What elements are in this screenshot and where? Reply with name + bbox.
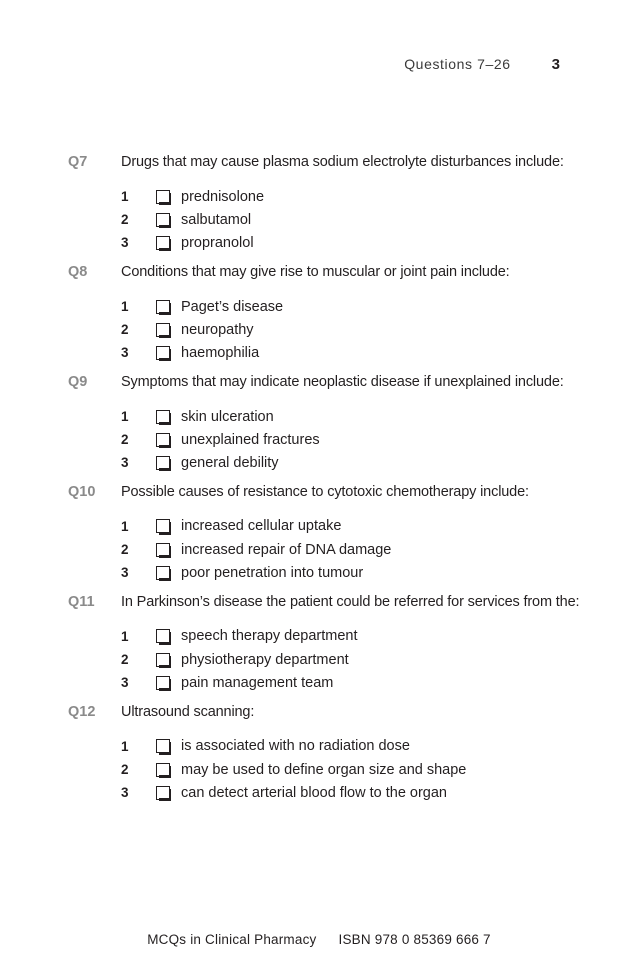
question-list xyxy=(0,154,638,814)
question-number: Q7 xyxy=(68,154,88,170)
question-item xyxy=(0,704,638,805)
option-number-cell xyxy=(0,675,156,690)
question-row xyxy=(0,154,638,177)
answer-option xyxy=(0,295,638,318)
option-text: physiotherapy department xyxy=(181,651,349,668)
question-number: Q10 xyxy=(68,483,96,500)
answer-checkbox[interactable] xyxy=(156,236,170,250)
page-header xyxy=(404,56,560,73)
option-number-cell xyxy=(0,409,156,424)
option-text: salbutamol xyxy=(181,211,252,228)
book-title: MCQs in Clinical Pharmacy xyxy=(147,932,317,947)
option-list xyxy=(0,185,638,255)
answer-checkbox[interactable] xyxy=(156,543,170,557)
option-number: 2 xyxy=(121,322,129,338)
option-number-cell xyxy=(0,235,156,250)
question-number: Q8 xyxy=(68,263,88,280)
question-item xyxy=(0,264,638,365)
option-number-cell xyxy=(0,345,156,360)
option-list xyxy=(0,515,638,585)
answer-checkbox[interactable] xyxy=(156,653,170,667)
option-text: haemophilia xyxy=(181,344,260,361)
option-list xyxy=(0,405,638,475)
option-number: 2 xyxy=(121,762,129,778)
answer-option xyxy=(0,451,638,474)
answer-checkbox[interactable] xyxy=(156,190,170,204)
answer-option xyxy=(0,561,638,584)
answer-checkbox[interactable] xyxy=(156,346,170,360)
option-number-cell xyxy=(0,542,156,557)
page-footer xyxy=(0,932,638,947)
option-number-cell xyxy=(0,785,156,800)
option-number-cell xyxy=(0,455,156,470)
answer-option xyxy=(0,538,638,561)
option-number-cell xyxy=(0,212,156,227)
answer-option xyxy=(0,515,638,538)
question-row xyxy=(0,484,638,507)
question-number: Q12 xyxy=(68,703,96,720)
answer-checkbox[interactable] xyxy=(156,213,170,227)
answer-checkbox[interactable] xyxy=(156,739,170,753)
option-number: 3 xyxy=(121,455,129,471)
option-number-cell xyxy=(0,519,156,534)
answer-checkbox[interactable] xyxy=(156,763,170,777)
question-number: Q11 xyxy=(68,593,95,610)
option-number: 1 xyxy=(121,299,129,315)
question-stem: Conditions that may give rise to muscular or joint pain include: xyxy=(121,263,510,280)
option-number: 2 xyxy=(121,652,129,668)
option-number: 2 xyxy=(121,212,129,228)
answer-checkbox[interactable] xyxy=(156,519,170,533)
option-text: can detect arterial blood flow to the organ xyxy=(181,784,447,801)
page-number: 3 xyxy=(551,56,560,73)
answer-checkbox[interactable] xyxy=(156,300,170,314)
question-row xyxy=(0,264,638,287)
option-text: Paget’s disease xyxy=(181,298,284,315)
answer-option xyxy=(0,648,638,671)
answer-checkbox[interactable] xyxy=(156,629,170,643)
answer-option xyxy=(0,341,638,364)
question-row xyxy=(0,704,638,727)
option-number-cell xyxy=(0,565,156,580)
option-number-cell xyxy=(0,322,156,337)
option-text: general debility xyxy=(181,454,279,471)
option-text: prednisolone xyxy=(181,188,265,205)
question-number: Q9 xyxy=(68,373,88,390)
answer-option xyxy=(0,671,638,694)
option-text: increased repair of DNA damage xyxy=(181,541,392,558)
option-list xyxy=(0,295,638,365)
option-number: 2 xyxy=(121,432,129,448)
option-number-cell xyxy=(0,629,156,644)
option-text: poor penetration into tumour xyxy=(181,564,364,581)
option-list xyxy=(0,735,638,805)
option-number: 3 xyxy=(121,675,129,691)
option-text: pain management team xyxy=(181,674,334,691)
option-number: 3 xyxy=(121,785,129,801)
option-number: 3 xyxy=(121,345,129,361)
answer-checkbox[interactable] xyxy=(156,676,170,690)
question-row xyxy=(0,374,638,397)
answer-option xyxy=(0,231,638,254)
option-number: 3 xyxy=(121,565,129,581)
option-number-cell xyxy=(0,432,156,447)
option-number-cell xyxy=(0,762,156,777)
answer-option xyxy=(0,185,638,208)
answer-option xyxy=(0,625,638,648)
question-stem: In Parkinson’s disease the patient could be referred for services from the: xyxy=(121,593,580,610)
option-text: may be used to define organ size and shape xyxy=(181,761,467,778)
question-item xyxy=(0,594,638,695)
option-text: propranolol xyxy=(181,234,254,251)
question-stem: Possible causes of resistance to cytotoxic chemotherapy include: xyxy=(121,483,529,500)
question-stem: Symptoms that may indicate neoplastic disease if unexplained include: xyxy=(121,373,564,390)
running-title: Questions 7–26 xyxy=(404,56,511,72)
option-number: 1 xyxy=(121,409,129,424)
option-number-cell xyxy=(0,189,156,204)
answer-checkbox[interactable] xyxy=(156,433,170,447)
option-text: unexplained fractures xyxy=(181,431,320,448)
answer-checkbox[interactable] xyxy=(156,566,170,580)
answer-option xyxy=(0,758,638,781)
question-item xyxy=(0,374,638,475)
answer-option xyxy=(0,405,638,428)
isbn: ISBN 978 0 85369 666 7 xyxy=(338,932,491,947)
question-stem: Ultrasound scanning: xyxy=(121,703,255,720)
option-text: is associated with no radiation dose xyxy=(181,738,410,755)
question-item xyxy=(0,484,638,585)
answer-checkbox[interactable] xyxy=(156,410,170,424)
option-text: increased cellular uptake xyxy=(181,518,342,535)
answer-checkbox[interactable] xyxy=(156,456,170,470)
option-number-cell xyxy=(0,739,156,754)
question-row xyxy=(0,594,638,617)
option-number: 3 xyxy=(121,235,129,251)
option-number: 1 xyxy=(121,189,129,205)
option-text: neuropathy xyxy=(181,321,254,338)
option-number-cell xyxy=(0,652,156,667)
answer-option xyxy=(0,428,638,451)
option-text: speech therapy department xyxy=(181,628,358,645)
option-number: 1 xyxy=(121,738,129,754)
answer-option xyxy=(0,318,638,341)
answer-checkbox[interactable] xyxy=(156,786,170,800)
option-number: 1 xyxy=(121,628,129,644)
option-number: 1 xyxy=(121,518,129,534)
answer-option xyxy=(0,735,638,758)
answer-option xyxy=(0,781,638,804)
option-text: skin ulceration xyxy=(181,408,274,425)
question-item xyxy=(0,154,638,255)
option-number: 2 xyxy=(121,542,129,558)
answer-checkbox[interactable] xyxy=(156,323,170,337)
option-number-cell xyxy=(0,299,156,314)
question-stem: Drugs that may cause plasma sodium electrolyte disturbances include: xyxy=(121,154,564,170)
option-list xyxy=(0,625,638,695)
answer-option xyxy=(0,208,638,231)
